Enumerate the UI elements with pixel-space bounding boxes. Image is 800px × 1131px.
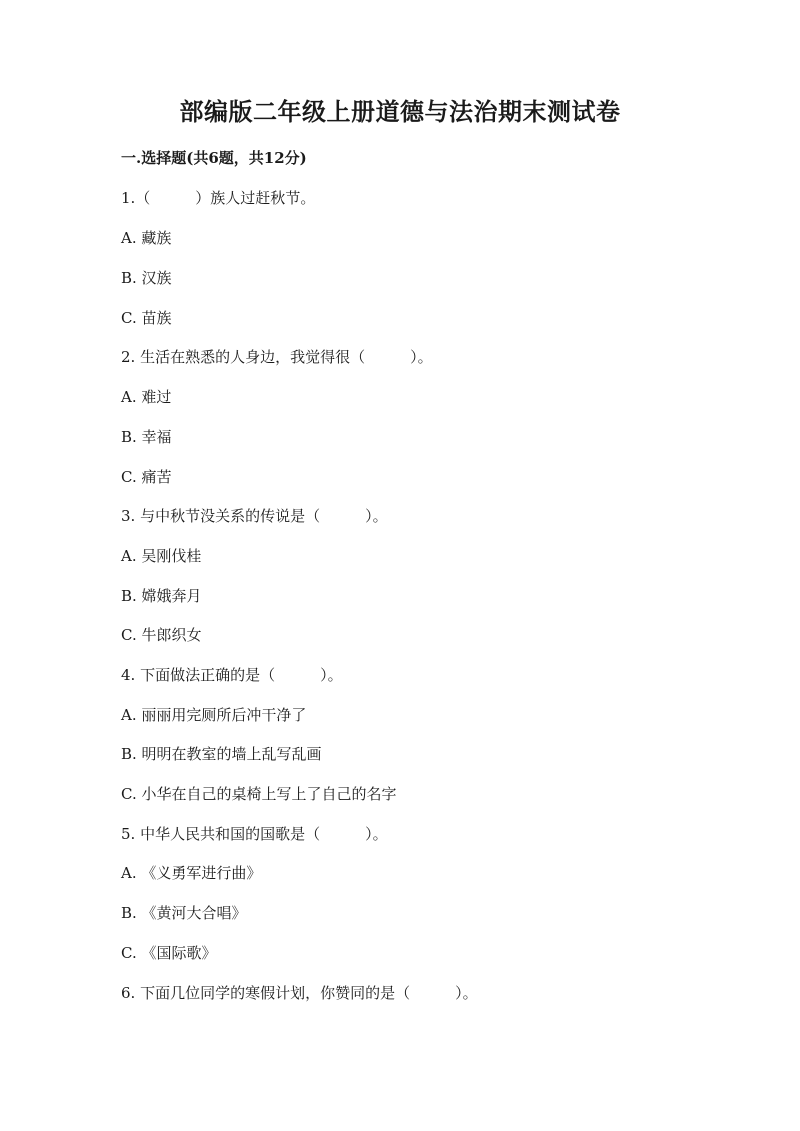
question-1-option-c: C. 苗族 <box>121 309 172 327</box>
question-2-option-a: A. 难过 <box>121 388 172 406</box>
question-4-stem: 4. 下面做法正确的是（ ）。 <box>121 666 343 684</box>
question-2-option-b: B. 幸福 <box>121 428 172 446</box>
question-3-option-a: A. 吴刚伐桂 <box>121 547 202 565</box>
question-1-option-a: A. 藏族 <box>121 229 172 247</box>
question-1-option-b: B. 汉族 <box>121 269 172 287</box>
question-5-option-a: A. 《义勇军进行曲》 <box>121 864 262 882</box>
page-title: 部编版二年级上册道德与法治期末测试卷 <box>179 97 621 126</box>
question-2-stem: 2. 生活在熟悉的人身边，我觉得很（ ）。 <box>121 348 433 366</box>
question-4-option-a: A. 丽丽用完厕所后冲干净了 <box>121 706 307 724</box>
question-4-option-b: B. 明明在教室的墙上乱写乱画 <box>121 745 322 763</box>
question-5-option-b: B. 《黄河大合唱》 <box>121 904 247 922</box>
question-2-option-c: C. 痛苦 <box>121 468 172 486</box>
section-heading: 一.选择题(共6题，共12分) <box>121 149 307 167</box>
question-1-stem: 1.（ ）族人过赶秋节。 <box>121 189 316 207</box>
question-3-stem: 3. 与中秋节没关系的传说是（ ）。 <box>121 507 388 525</box>
question-3-option-c: C. 牛郎织女 <box>121 626 202 644</box>
question-3-option-b: B. 嫦娥奔月 <box>121 587 202 605</box>
question-5-stem: 5. 中华人民共和国的国歌是（ ）。 <box>121 825 388 843</box>
question-5-option-c: C. 《国际歌》 <box>121 944 217 962</box>
question-6-stem: 6. 下面几位同学的寒假计划，你赞同的是（ ）。 <box>121 984 478 1002</box>
question-4-option-c: C. 小华在自己的桌椅上写上了自己的名字 <box>121 785 397 803</box>
